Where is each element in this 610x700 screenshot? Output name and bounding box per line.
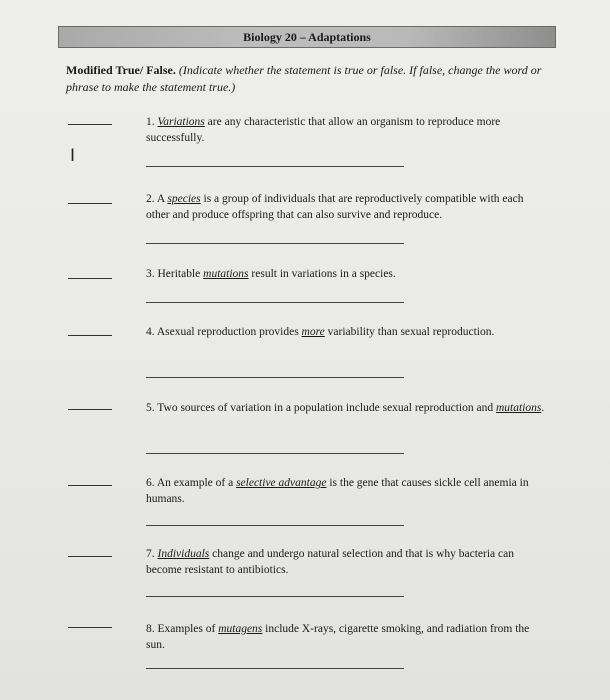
question-number: 4. <box>146 326 157 338</box>
true-false-blank[interactable] <box>68 485 112 486</box>
question-number: 6. <box>146 477 157 489</box>
question-number: 8. <box>146 623 158 635</box>
instructions-lead: Modified True/ False. <box>66 63 176 77</box>
question-number: 2. <box>146 193 157 205</box>
correction-line[interactable] <box>146 302 404 303</box>
question-pre: An example of a <box>156 477 237 489</box>
question-pre: Asexual reproduction provides <box>156 326 302 338</box>
question-term: mutagens <box>218 623 263 635</box>
true-false-blank[interactable] <box>68 203 112 204</box>
question-post: result in variations in a species. <box>248 268 396 280</box>
true-false-blank[interactable] <box>68 278 112 279</box>
correction-line[interactable] <box>146 525 404 526</box>
question-text <box>146 400 546 416</box>
question-term: more <box>301 326 325 338</box>
question-text <box>146 621 546 653</box>
page-title: Biology 20 – Adaptations <box>243 29 371 44</box>
true-false-blank[interactable] <box>68 556 112 557</box>
question-post: variability than sexual reproduction. <box>324 326 495 338</box>
question-post: is the gene that causes sickle cell anemia in humans. <box>146 477 529 505</box>
question-post: are any characteristic that allow an organism to reproduce more successfully. <box>146 116 501 144</box>
question-number: 7. <box>146 548 158 560</box>
question-post: include X-rays, cigarette smoking, and radiation from the sun. <box>146 623 530 651</box>
question-term: selective advantage <box>236 477 327 489</box>
question-term: Variations <box>157 116 205 128</box>
question-post: change and undergo natural selection and that is why bacteria can become resistant to antibiotics. <box>146 548 514 576</box>
question-pre: Two sources of variation in a population include sexual reproduction and <box>157 402 496 414</box>
question-text <box>146 475 546 507</box>
correction-line[interactable] <box>146 668 404 669</box>
question-term: Individuals <box>157 548 210 560</box>
question-post: . <box>541 402 545 414</box>
question-number: 5. <box>146 402 158 414</box>
question-term: mutations <box>203 268 249 280</box>
correction-line[interactable] <box>146 243 404 244</box>
question-term: species <box>167 193 201 205</box>
instructions <box>66 62 546 96</box>
question-term: mutations <box>495 402 542 414</box>
question-text <box>146 114 546 146</box>
true-false-blank[interactable] <box>68 409 112 410</box>
question-post: is a group of individuals that are reproductively compatible with each other and produce offspring that can also survive and reproduce. <box>146 193 524 221</box>
correction-line[interactable] <box>146 377 404 378</box>
question-pre: Heritable <box>157 268 204 280</box>
question-text <box>146 266 546 282</box>
true-false-blank[interactable] <box>68 124 112 125</box>
question-number: 1. <box>146 116 158 128</box>
question-number: 3. <box>146 268 158 280</box>
true-false-blank[interactable] <box>68 335 112 336</box>
correction-line[interactable] <box>146 166 404 167</box>
question-pre: Examples of <box>157 623 219 635</box>
title-bar <box>58 26 556 48</box>
question-text <box>146 191 546 223</box>
correction-line[interactable] <box>146 453 404 454</box>
correction-line[interactable] <box>146 596 404 597</box>
question-text <box>146 324 546 340</box>
question-pre: A <box>156 193 168 205</box>
question-text <box>146 546 546 578</box>
true-false-blank[interactable] <box>68 627 112 628</box>
text-cursor-icon: I <box>70 146 76 166</box>
instructions-body: (Indicate whether the statement is true or false. If false, change the word or phrase to make the statement true.) <box>66 63 542 94</box>
